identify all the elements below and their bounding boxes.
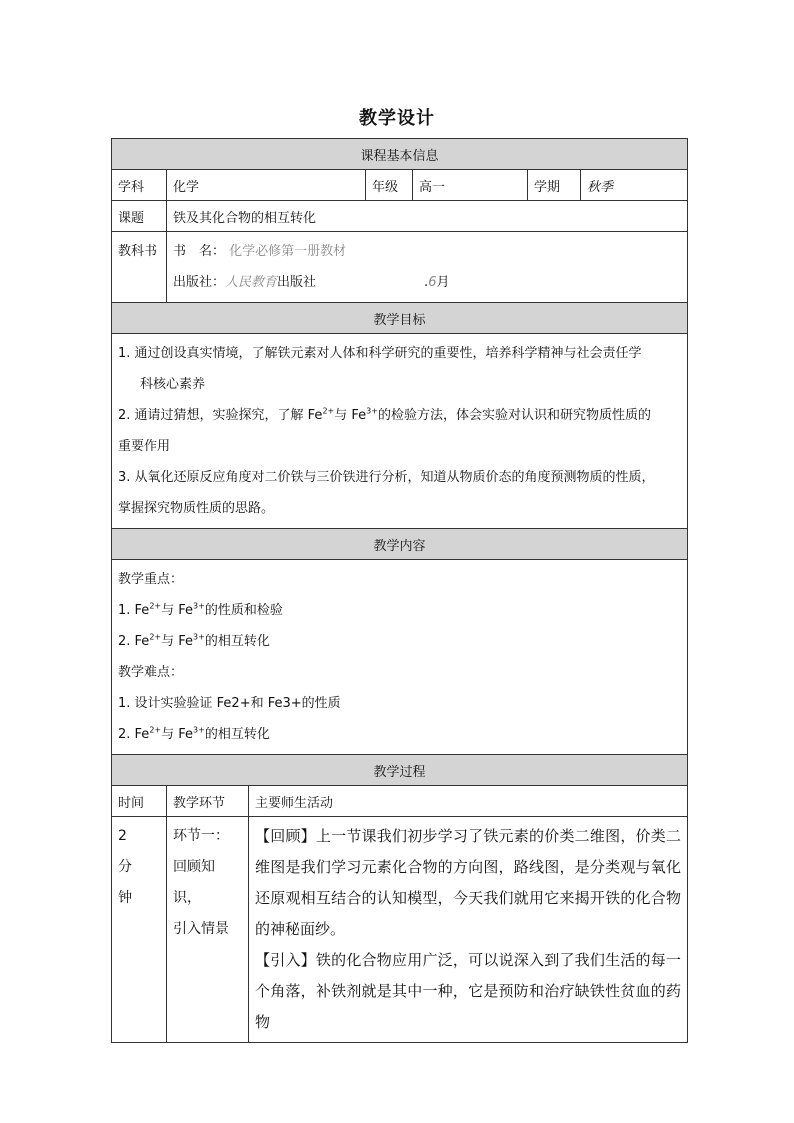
objective-2-text-b: 与 Fe	[334, 408, 367, 423]
term-label: 学期	[528, 170, 581, 201]
key-point-2	[118, 626, 681, 657]
document-title: 教学设计	[359, 108, 435, 129]
objectives-header: 教学目标	[112, 303, 688, 334]
fe2-charge: 2+	[149, 632, 162, 642]
lesson-plan-table	[111, 138, 688, 1043]
review-paragraph: 【回顾】上一节课我们初步学习了铁元素的价类二维图，价类二维图是我们学习元素化合物的方向图，路线图，是分类观与氧化还原观相互结合的认知模型，今天我们就用它来揭开铁的化合物的神秘面纱。	[255, 827, 682, 938]
publish-date-dot: .	[424, 275, 429, 290]
book-name-line	[173, 236, 681, 267]
key-point-1	[118, 595, 681, 626]
process-header: 教学过程	[112, 755, 688, 786]
fe3-charge: 3+	[193, 601, 205, 611]
difficult-point-2-a: 2. Fe	[118, 727, 150, 742]
row1-step-line3: 引入情景	[173, 921, 229, 937]
difficult-point-1: 1. 设计实验验证 Fe2+和 Fe3+的性质	[118, 696, 341, 711]
content-header: 教学内容	[112, 529, 688, 560]
publisher-name-italic: 人民教育	[225, 275, 278, 290]
subject-label: 学科	[112, 170, 167, 201]
topic-value: 铁及其化合物的相互转化	[167, 201, 688, 232]
basic-info-header: 课程基本信息	[112, 139, 688, 170]
key-point-1-c: 的性质和检验	[204, 603, 283, 618]
publisher-label: 出版社：	[173, 275, 226, 290]
objective-2-line1	[118, 400, 681, 431]
textbook-label: 教科书	[112, 232, 167, 303]
key-point-2-b: 与 Fe	[161, 634, 194, 649]
objective-2-line2: 重要作用	[118, 439, 171, 454]
key-point-2-c: 的相互转化	[204, 634, 270, 649]
content-body	[112, 560, 688, 755]
row1-activity	[249, 817, 688, 1043]
key-point-1-a: 1. Fe	[118, 603, 150, 618]
objective-1-line2: 科核心素养	[140, 377, 206, 392]
objective-3-line1: 3. 从氧化还原反应角度对二价铁与三价铁进行分析，知道从物质价态的角度预测物质的性质，	[118, 470, 655, 485]
difficult-points-label: 教学难点：	[118, 665, 184, 680]
fe2-charge: 2+	[322, 406, 335, 416]
term-value: 秋季	[581, 170, 688, 201]
col-step-header: 教学环节	[167, 786, 249, 817]
objective-1-line1: 1. 通过创设真实情境，了解铁元素对人体和科学研究的重要性，培养科学精神与社会责任学	[118, 346, 642, 361]
book-name-value: 化学必修第一册教材	[229, 244, 347, 259]
row1-time-line2: 分	[118, 859, 132, 875]
key-point-2-a: 2. Fe	[118, 634, 150, 649]
row1-time-line1: 2	[118, 828, 127, 844]
difficult-point-2	[118, 719, 681, 750]
difficult-point-2-b: 与 Fe	[161, 727, 194, 742]
col-activity-header: 主要师生活动	[249, 786, 688, 817]
publish-month-unit: 月	[436, 275, 450, 290]
key-point-1-b: 与 Fe	[161, 603, 194, 618]
book-name-label: 书 名：	[173, 244, 226, 259]
row1-step	[167, 817, 249, 1043]
grade-label: 年级	[366, 170, 413, 201]
fe2-charge: 2+	[149, 601, 162, 611]
row1-step-line1: 环节一：	[173, 828, 229, 844]
objectives-body	[112, 334, 688, 529]
fe2-charge: 2+	[149, 725, 162, 735]
row1-time	[112, 817, 167, 1043]
publisher-line	[173, 267, 681, 298]
textbook-info	[167, 232, 688, 303]
col-time-header: 时间	[112, 786, 167, 817]
subject-value: 化学	[167, 170, 366, 201]
objective-2-text-c: 的检验方法，体会实验对认识和研究物质性质的	[377, 408, 651, 423]
topic-label: 课题	[112, 201, 167, 232]
publisher-suffix: 出版社	[277, 275, 317, 290]
fe3-charge: 3+	[193, 725, 205, 735]
objective-2-text-a: 2. 通请过猜想，实验探究，了解 Fe	[118, 408, 323, 423]
fe3-charge: 3+	[366, 406, 378, 416]
fe3-charge: 3+	[193, 632, 205, 642]
grade-value: 高一	[413, 170, 528, 201]
objective-3-line2: 掌握探究物质性质的思路。	[118, 501, 275, 516]
difficult-point-2-c: 的相互转化	[204, 727, 270, 742]
key-points-label: 教学重点：	[118, 572, 184, 587]
row1-step-line2: 回顾知识，	[173, 859, 215, 906]
publish-month-number: 6	[428, 275, 437, 290]
intro-paragraph: 【引入】铁的化合物应用广泛，可以说深入到了我们生活的每一个角落，补铁剂就是其中一种，它是预防和治疗缺铁性贫血的药物	[255, 951, 682, 1031]
row1-time-line3: 钟	[118, 890, 132, 906]
